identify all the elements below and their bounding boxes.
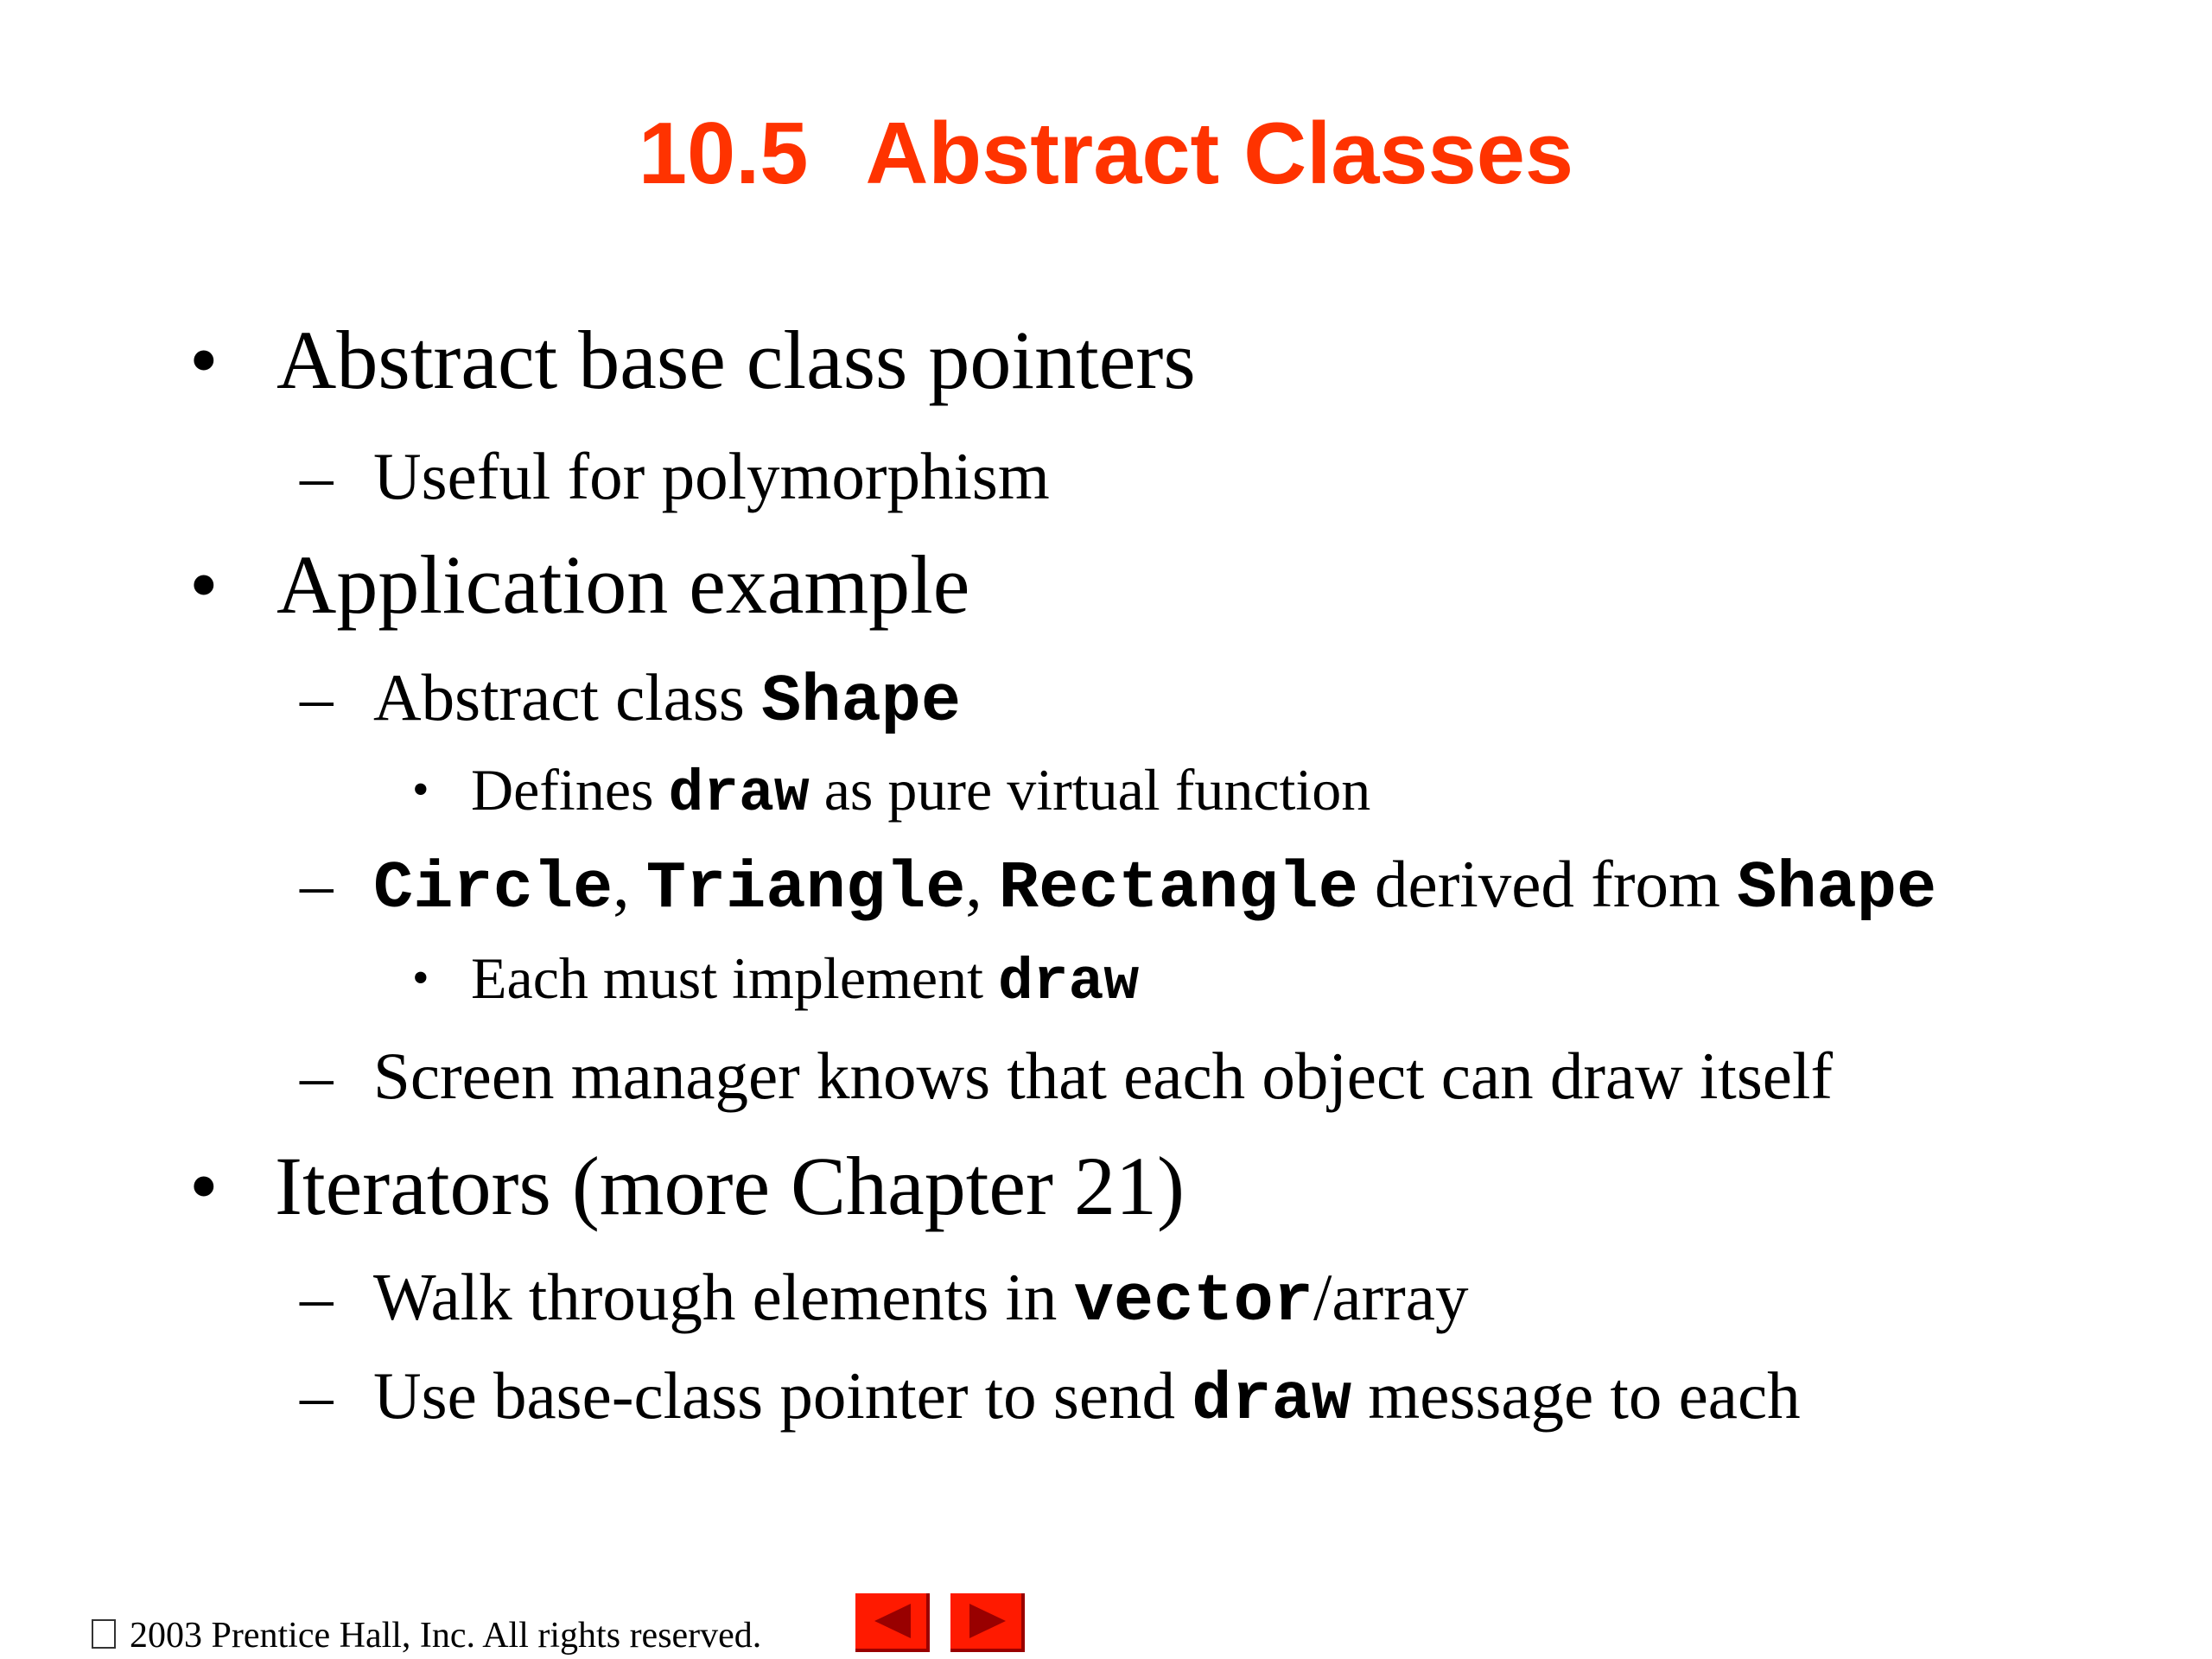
code-draw: draw (997, 950, 1140, 1016)
bullet-marker: • (189, 314, 219, 406)
code-circle: Circle (373, 852, 613, 927)
text-run: as pure virtual function (809, 757, 1371, 823)
sub-bullet-text (373, 1258, 1468, 1342)
bullet-marker: • (412, 763, 429, 817)
dash-marker: – (300, 660, 334, 734)
text-run: derived from (1357, 847, 1738, 921)
bullet-text: Iterators (more Chapter 21) (275, 1140, 1185, 1232)
sub-sub-bullet-text (471, 755, 1370, 830)
copyright-footer (92, 1614, 761, 1657)
code-draw: draw (668, 761, 810, 828)
text-run: Each must implement (471, 945, 998, 1011)
dash-marker: – (300, 1358, 334, 1433)
sub-bullet-text (373, 1357, 1801, 1440)
dash-marker: – (300, 847, 334, 921)
code-vector: vector (1073, 1265, 1313, 1340)
sub-bullet-text (373, 658, 961, 742)
next-slide-button[interactable] (950, 1593, 1025, 1652)
code-draw: draw (1192, 1363, 1352, 1439)
text-run: /array (1313, 1260, 1469, 1334)
sub-sub-bullet-text (471, 944, 1139, 1018)
bullet-text: Abstract base class pointers (276, 314, 1196, 406)
dash-marker: – (300, 1039, 334, 1113)
code-triangle: Triangle (645, 852, 966, 927)
copyright-symbol-icon (92, 1619, 116, 1649)
section-number: 10.5 (638, 105, 809, 202)
bullet-marker: • (189, 1140, 219, 1232)
text-run: , (965, 847, 999, 921)
bullet-text: Application example (276, 538, 970, 631)
text-run: Use base-class pointer to send (373, 1358, 1192, 1433)
sub-bullet-text (373, 845, 1936, 929)
text-run: Walk through elements in (373, 1260, 1074, 1334)
right-triangle-icon (950, 1593, 1021, 1649)
code-shape: Shape (761, 665, 962, 741)
bullet-marker: • (412, 951, 429, 1005)
dash-marker: – (300, 1260, 334, 1334)
bullet-marker: • (189, 538, 219, 631)
dash-marker: – (300, 439, 334, 513)
slide-title (0, 102, 2212, 206)
text-run: , (613, 847, 646, 921)
text-run: Defines (471, 757, 669, 823)
left-triangle-icon (855, 1593, 926, 1649)
section-title: Abstract Classes (865, 105, 1574, 202)
text-run: message to each (1351, 1358, 1801, 1433)
code-rectangle: Rectangle (998, 852, 1358, 927)
previous-slide-button[interactable] (855, 1593, 930, 1652)
sub-bullet-text: Screen manager knows that each object can draw itself (373, 1039, 1833, 1113)
text-run: Abstract class (373, 660, 762, 734)
copyright-text: 2003 Prentice Hall, Inc. All rights reserved. (130, 1616, 762, 1656)
code-shape: Shape (1737, 852, 1937, 927)
sub-bullet-text: Useful for polymorphism (373, 439, 1050, 513)
